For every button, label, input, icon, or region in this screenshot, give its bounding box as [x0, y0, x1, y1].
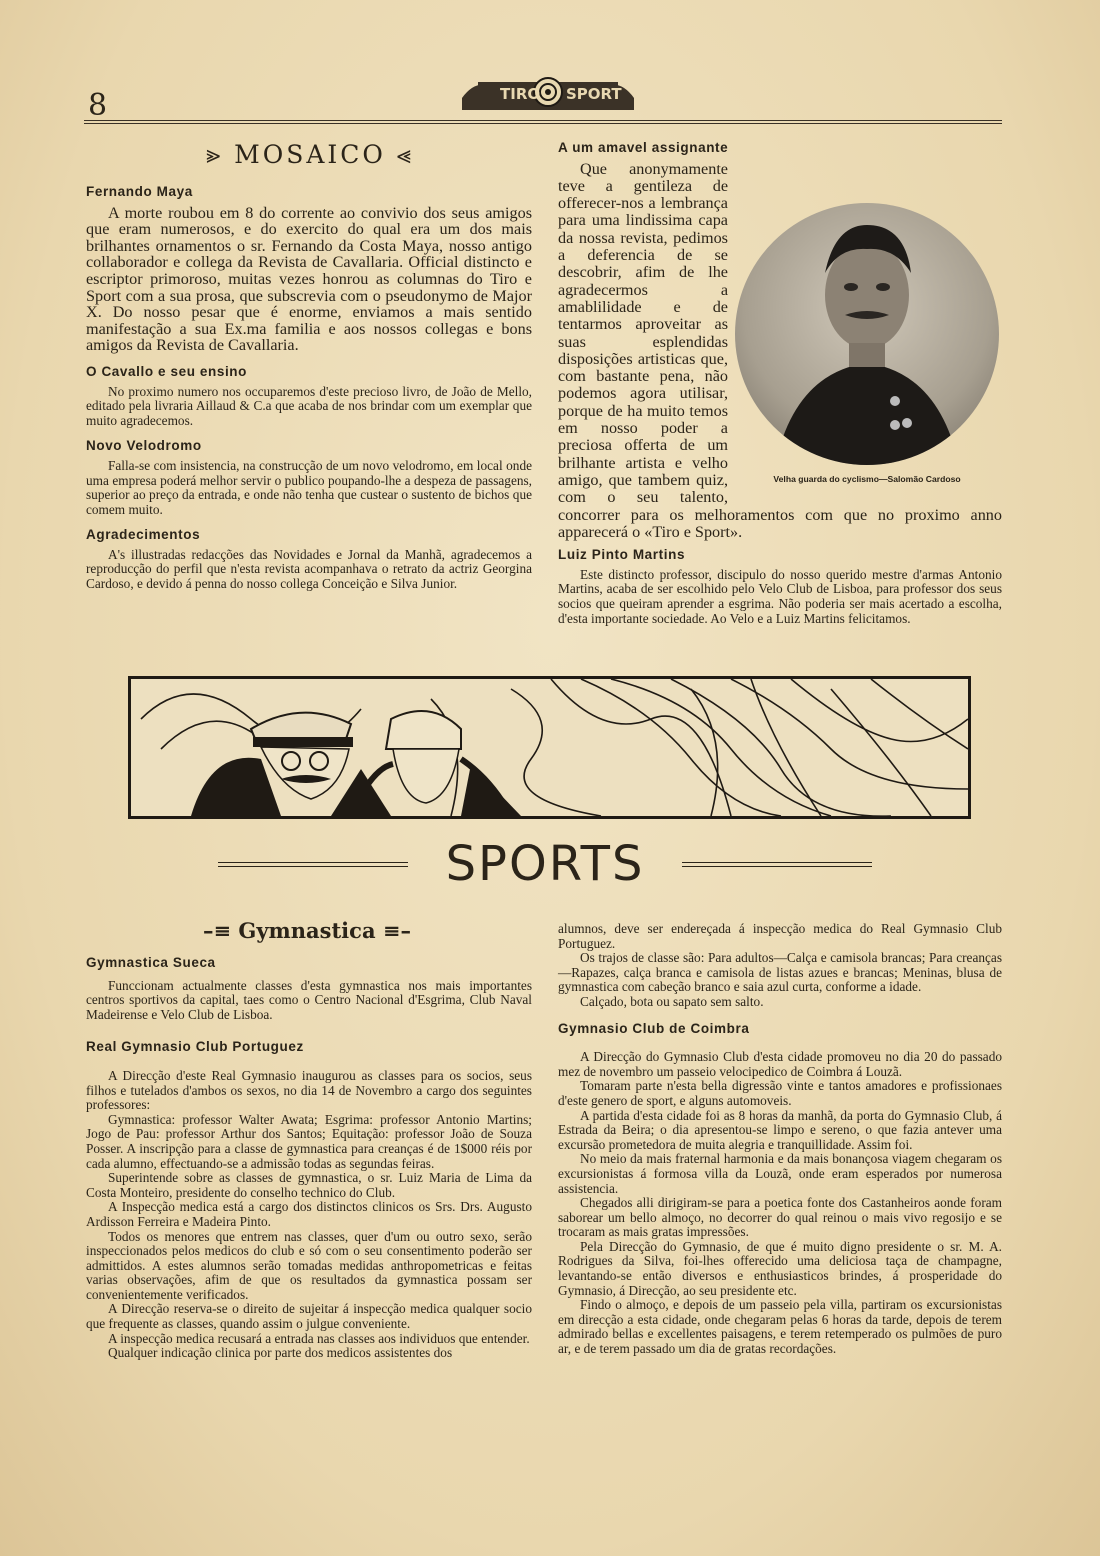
heading-fernando-maya: Fernando Maya [86, 184, 193, 199]
coimbra-p5: Chegados alli dirigiram-se para a poetica fonte dos Castanheiros aonde foram saborear um bello almoço, no decorrer do qual reinou o mais vivo regosijo e se trocaram as mais gratas impressões. [558, 1195, 1002, 1240]
assignante-text: Que anonymamente teve a gentileza de offerecer-nos a lembrança para uma lindissima capa da nossa revista, pedimos a deferencia de se descobrir, afim de lhe agradecermos a amablilidade e de tentarmos aproveitar as suas esplendidas disposições artisticas que, com bastante pena, não podemos agora utilisar, porque de ha muito temos em nosso poder a preciosa offerta de um brilhante artista e velho amigo, que tambem quiz, com o seu talento, concorrer para os melhoramentos com que no proximo anno apparecerá o «Tiro e Sport». [558, 159, 1002, 541]
sports-right-column [558, 922, 1002, 1357]
sports-left-column [86, 956, 532, 1361]
fernando-maya-text: A morte roubou em 8 do corrente ao convivio dos seus amigos que eram numerosos, e do exercito do qual era um dos mais brilhantes ornamentos o sr. Fernando da Costa Maya, nosso antigo collaborador e collega da Revista de Cavallaria. Official distincto e escriptor primoroso, muitas vezes honrou as columnas do Tiro e Sport com a sua prosa, que subscrevia com o pseudonymo de Major X. Do nosso pesar que é enorme, enviamos a mais sentido manifestação a sua Ex.ma familia e aos nossos collegas e bons amigos da Revista de Cavallaria. [86, 203, 532, 355]
heading-cavallo: O Cavallo e seu ensino [86, 363, 248, 379]
mosaico-title: ⪢ MOSAICO ⪡ [206, 140, 414, 169]
heading-gymnastica-sueca: Gymnastica Sueca [86, 955, 216, 970]
heading-velodromo: Novo Velodromo [86, 438, 202, 454]
cavallo-text: No proximo numero nos occuparemos d'este precioso livro, de João de Mello, editado pela livraria Aillaud & C.a que acaba de nos brindar com um exemplar que muito agradecemos. [86, 383, 532, 428]
sueca-text: Funccionam actualmente classes d'esta gymnastica nos mais importantes centros sportivos da capital, taes como o Centro Nacional d'Esgrima, Club Naval Madeirense e Velo Club de Lisboa. [86, 977, 532, 1022]
coimbra-p4: No meio da mais fraternal harmonia e da mais bonançosa viagem chegaram os excursionistas á formosa villa da Louzã, onde eram esperados por numerosa assistencia. [558, 1151, 1002, 1196]
page-number: 8 [88, 88, 108, 123]
mosaico-column [86, 176, 532, 592]
real-p6: A Direcção reserva-se o direito de sujeitar á inspecção medica qualquer socio que frequente as classes, quando assim o julgue conveniente. [86, 1301, 532, 1332]
sports-rule-right [682, 862, 872, 867]
heading-assignante: A um amavel assignante [558, 140, 729, 155]
velodromo-text: Falla-se com insistencia, na construcção de um novo velodromo, em local onde uma empresa poderá melhor servir o publico poupando-lhe a despeza de passagens, superior ao preço da entrada, e onde não tenha que custear o sustento de bichos que comem muito. [86, 457, 532, 517]
heading-real-gymnasio: Real Gymnasio Club Portuguez [86, 1039, 304, 1055]
coimbra-p3: A partida d'esta cidade foi as 8 horas da manhã, da porta do Gymnasio Club, á Estrada da Beira; o dia apresentou-se limpo e sereno, o que fazia antever uma excursão prometedora de muita alegria e tranquillidade. Assim foi. [558, 1107, 1002, 1152]
real-continued-p1: alumnos, deve ser endereçada á inspecção medica do Real Gymnasio Club Portuguez. [558, 921, 1002, 951]
sports-rule-left [218, 862, 408, 867]
photo-caption: Velha guarda do cyclismo—Salomão Cardoso [773, 474, 961, 484]
coimbra-p2: Tomaram parte n'esta bella digressão vinte e tantos amadores e profissionaes d'este genero de sport, e alguns automoveis. [558, 1078, 1002, 1108]
real-p4: A Inspecção medica está a cargo dos distinctos clinicos os Srs. Drs. Augusto Ardisson Ferreira e Madeira Pinto. [86, 1199, 532, 1229]
real-continued-p3: Calçado, bota ou sapato sem salto. [580, 993, 764, 1009]
svg-text:SPORT: SPORT [566, 85, 622, 103]
gymnastica-title: –≡ Gymnastica ≡– [203, 918, 411, 943]
header-rule [84, 120, 1002, 124]
real-p3: Superintende sobre as classes de gymnastica, o sr. Luiz Maria de Lima da Costa Monteiro, presidente do conselho technico do Club. [86, 1170, 532, 1200]
heading-luiz-martins: Luiz Pinto Martins [558, 547, 686, 563]
portrait-photo [735, 203, 999, 473]
real-p5: Todos os menores que entrem nas classes, quer d'um ou outro sexo, serão inspeccionados pelos medicos do club e só com o seu consentimento poderão ser admittidos. A estes alumnos serão tomadas medidas anthropometricas e feitas varias observações, afim de que os resultados da gymnastica possam ser convenientemente verificados. [86, 1228, 532, 1302]
sports-title: SPORTS [445, 836, 645, 892]
luiz-martins-text: Este distincto professor, discipulo do nosso querido mestre d'armas Antonio Martins, acaba de ser escolhido pelo Velo Club de Lisboa, para professor dos seus socios que queiram aprender a esgrima. Não poderia ser mais acertado a escolha, d'esta importante sociedade. Ao Velo e a Luiz Martins felicitamos. [558, 566, 1002, 626]
coimbra-p1: A Direcção do Gymnasio Club d'esta cidade promoveu no dia 20 do passado mez de novembro um passeio velocipedico de Coimbra á Louzã. [558, 1049, 1002, 1079]
coimbra-p6: Pela Direcção do Gymnasio, de que é muito digno presidente o sr. M. A. Rodrigues da Silva, foi-lhes offerecido uma deliciosa taça de champagne, levantando-se então diversos e enthusiasticos brindes, á prosperidade do Gymnasio, á Direcção, ao seu presidente etc. [558, 1238, 1002, 1298]
agradecimentos-text: A's illustradas redacções das Novidades e Jornal da Manhã, agradecemos a reproducção do perfil que n'esta revista acompanhava o retrato da actriz Georgina Cardoso, e devido á penna do nosso collega Conceição e Silva Junior. [86, 546, 532, 592]
real-p8: Qualquer indicação clinica por parte dos medicos assistentes dos [108, 1345, 453, 1361]
svg-text:TIRO: TIRO [500, 85, 541, 103]
real-p1: A Direcção d'este Real Gymnasio inaugurou as classes para os socios, seus filhos e tutelados d'ambos os sexos, no dia 14 de Novembro a cargo dos seguintes professores: [86, 1067, 532, 1113]
masthead-logo [458, 68, 638, 116]
coimbra-p7: Findo o almoço, e depois de um passeio pela villa, partiram os excursionistas em direcção a esta cidade, onde chegaram pelas 6 horas da tarde, depois de terem admirado bellas e excellentes paisagens, e terem retemperado os pulmões de puro ar, e de terem passado um dia de gratas recordações. [558, 1297, 1002, 1357]
real-p7: A inspecção medica recusará a entrada nas classes aos individuos que entender. [108, 1330, 530, 1346]
heading-coimbra: Gymnasio Club de Coimbra [558, 1020, 750, 1036]
heading-agradecimentos: Agradecimentos [86, 527, 201, 543]
real-p2: Gymnastica: professor Walter Awata; Esgrima: professor Antonio Martins; Jogo de Pau: professor Arthur dos Santos; Equitação: professor João de Souza Posser. A inscripção para a classe de gymnastica para creanças é de 1$000 réis por cada alumno, effectuando-se a admissão todas as segundas feiras. [86, 1111, 532, 1171]
real-continued-p2: Os trajos de classe são: Para adultos—Calça e camisola brancas; Para creanças—Rapazes, calça branca e camisola de listas azues e brancas; Meninas, blusa de gymnastica com cabeção branco e saia azul curta, conforme a idade. [558, 950, 1002, 995]
illustration-banner [128, 676, 971, 819]
